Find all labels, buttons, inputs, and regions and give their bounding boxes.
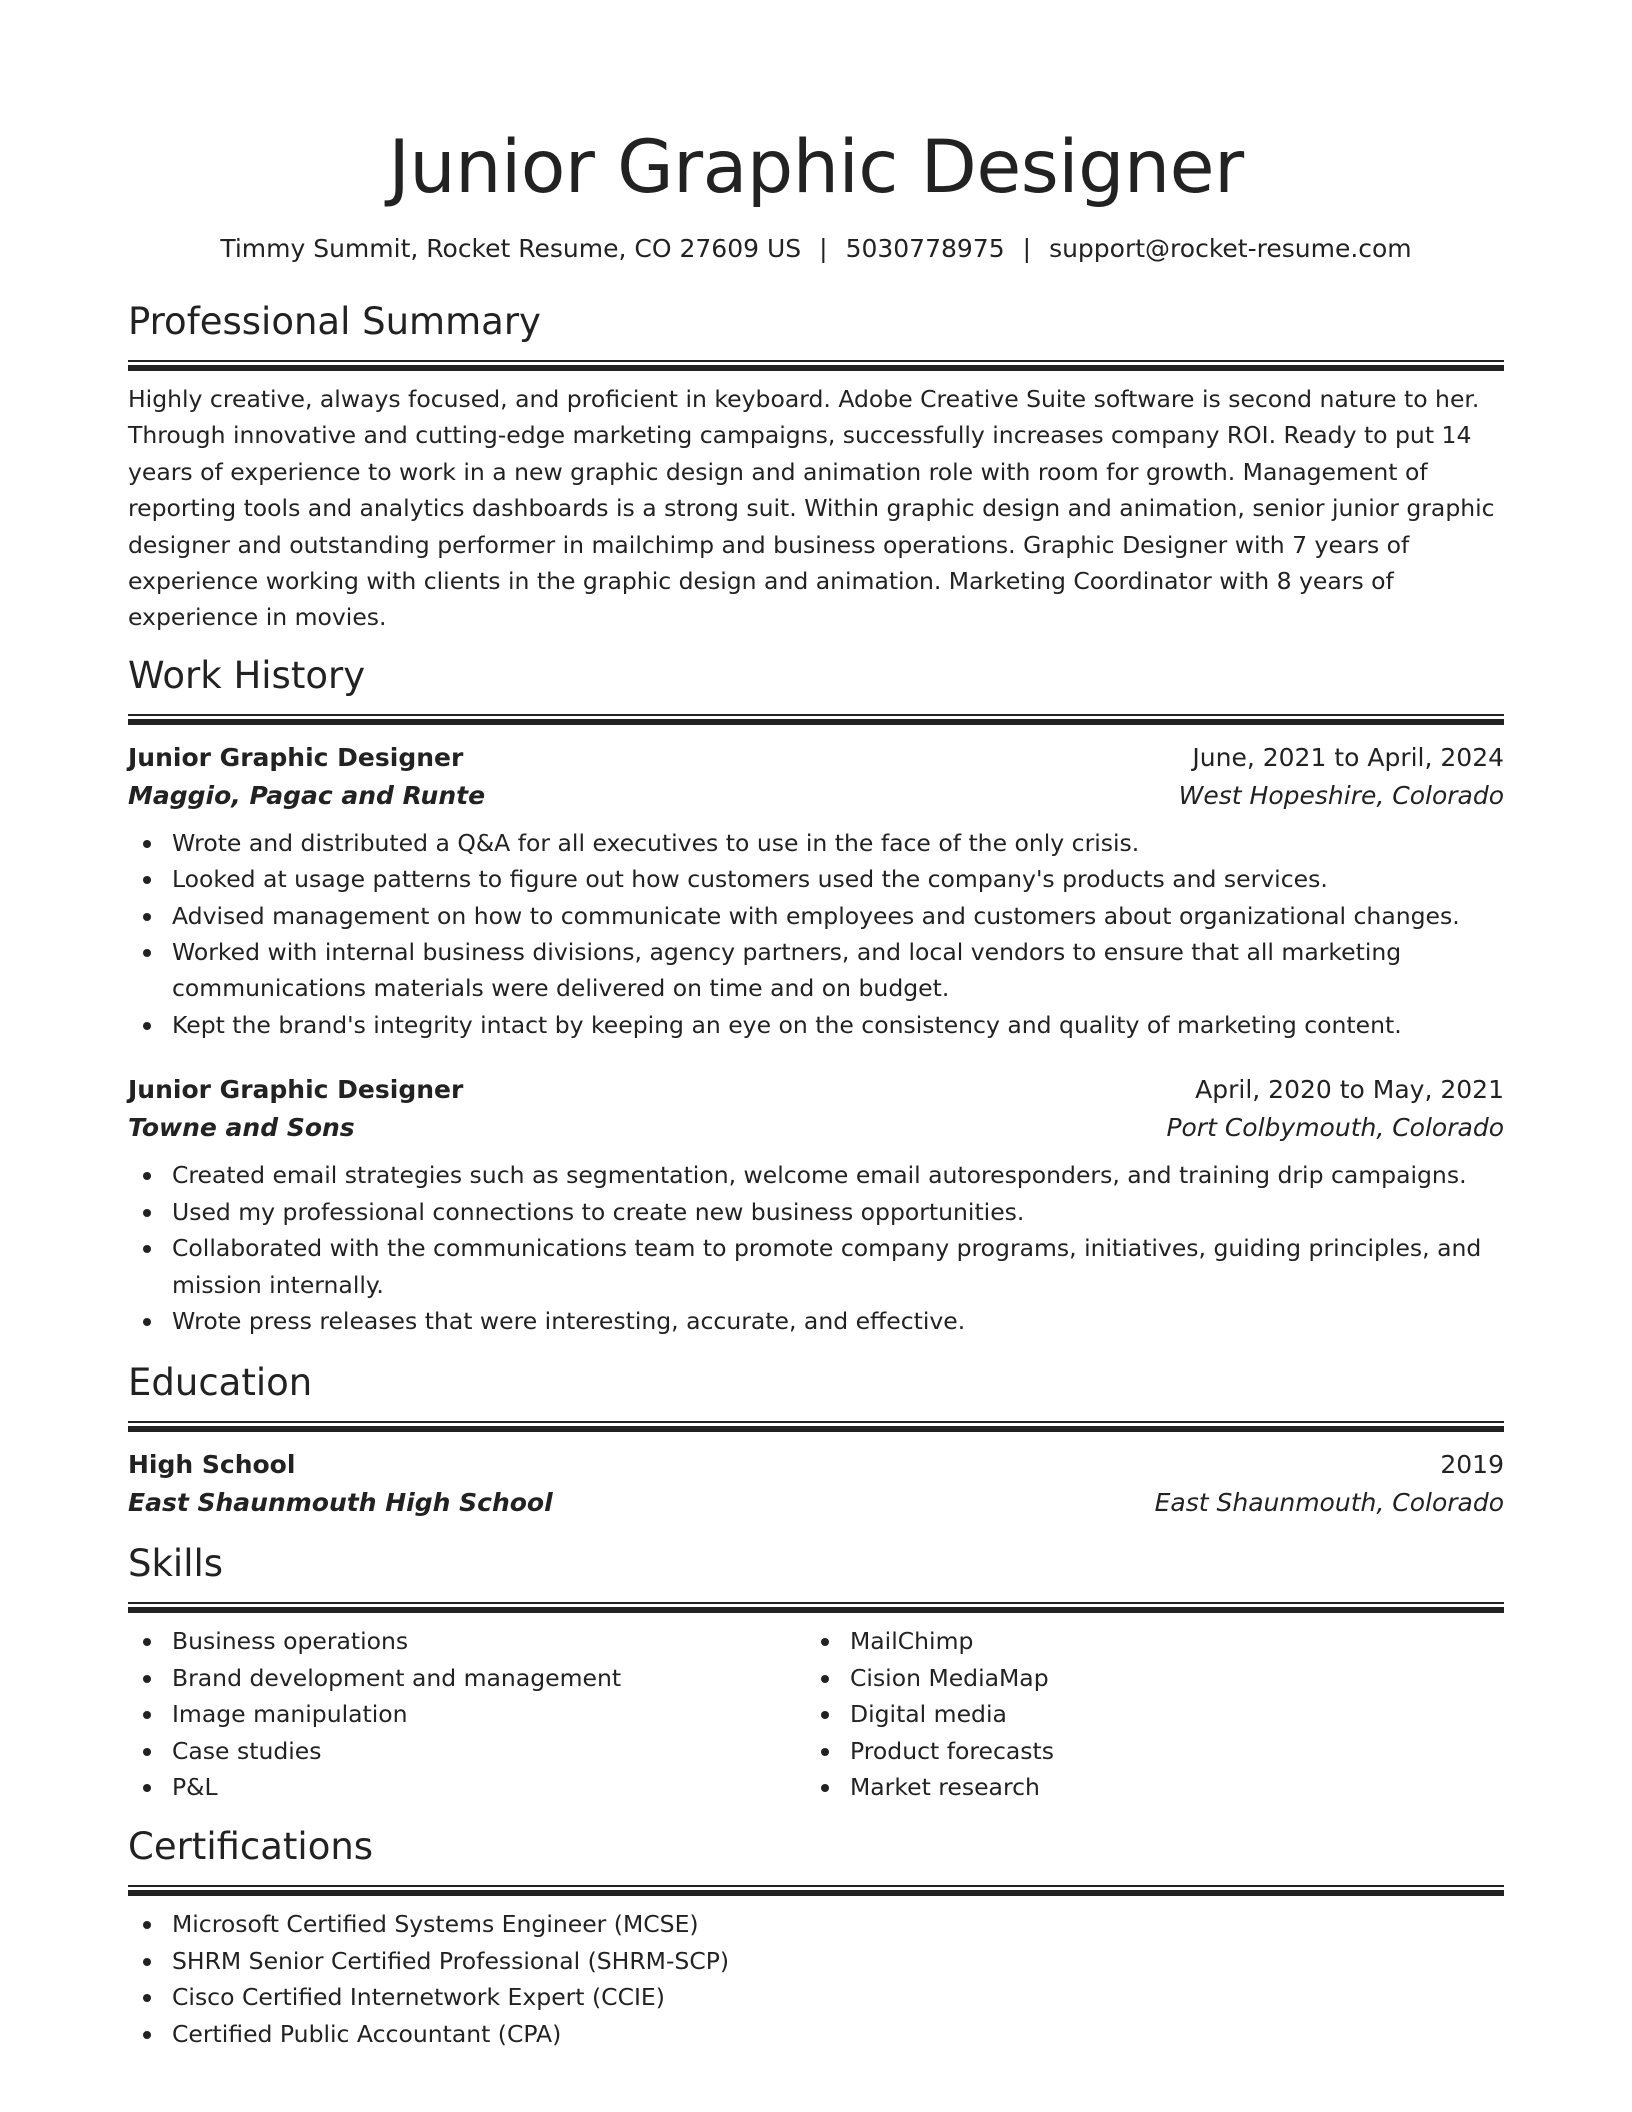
education-location: East Shaunmouth, Colorado — [1154, 1488, 1504, 1518]
job-location: West Hopeshire, Colorado — [1178, 780, 1504, 810]
list-item: Cisco Certified Internetwork Expert (CCIE) — [128, 1979, 1504, 2015]
list-item: Microsoft Certified Systems Engineer (MCSE) — [128, 1906, 1504, 1942]
contact-address: Timmy Summit, Rocket Resume, CO 27609 US — [220, 234, 802, 263]
skills-list-right — [806, 1623, 1484, 1805]
contact-phone: 5030778975 — [845, 234, 1005, 263]
section-divider — [128, 1602, 1504, 1613]
job-title: Junior Graphic Designer — [128, 1075, 464, 1105]
summary-text: Highly creative, always focused, and proficient in keyboard. Adobe Creative Suite software is second nature to her. Through innovative and cutting-edge marketing campaigns, successfully increases company ROI. Ready to put 14 years of experience to work in a new graphic design and animation role with room for growth. Management of reporting tools and analytics dashboards is a strong suit. Within graphic design and animation, senior junior graphic designer and outstanding performer in mailchimp and business operations. Graphic Designer with 7 years of experience working with clients in the graphic design and animation. Marketing Coordinator with 8 years of experience in movies. — [128, 385, 1495, 632]
work-heading: Work History — [128, 653, 366, 697]
education-heading: Education — [128, 1361, 313, 1405]
list-item: Image manipulation — [128, 1696, 806, 1732]
job-bullets — [128, 1157, 1504, 1339]
contact-email: support@rocket-resume.com — [1049, 234, 1412, 263]
summary-heading: Professional Summary — [128, 300, 541, 343]
resume-page — [128, 118, 1504, 2052]
list-item: Brand development and management — [128, 1660, 806, 1696]
resume-title: Junior Graphic Designer — [388, 125, 1244, 210]
list-item: Looked at usage patterns to figure out how customers used the company's products and services. — [128, 861, 1504, 897]
job-company: Maggio, Pagac and Runte — [128, 780, 486, 810]
job-dates: June, 2021 to April, 2024 — [1192, 742, 1504, 772]
skills-section — [128, 1538, 1504, 1805]
list-item: Used my professional connections to create new business opportunities. — [128, 1194, 1504, 1230]
job-location: Port Colbymouth, Colorado — [1166, 1113, 1504, 1143]
list-item: Business operations — [128, 1623, 806, 1659]
job-title: Junior Graphic Designer — [128, 742, 464, 772]
list-item: Product forecasts — [806, 1733, 1484, 1769]
skills-heading: Skills — [128, 1542, 224, 1586]
summary-section — [128, 296, 1504, 636]
list-item: Advised management on how to communicate with employees and customers about organizational changes. — [128, 898, 1504, 934]
job-bullets — [128, 825, 1504, 1043]
list-item: Market research — [806, 1769, 1484, 1805]
list-item: Digital media — [806, 1696, 1484, 1732]
certifications-list — [128, 1906, 1504, 2052]
contact-line — [128, 232, 1504, 266]
certifications-heading: Certifications — [128, 1825, 374, 1869]
job-dates: April, 2020 to May, 2021 — [1195, 1075, 1504, 1105]
list-item: Wrote and distributed a Q&A for all executives to use in the face of the only crisis. — [128, 825, 1504, 861]
list-item: Certified Public Accountant (CPA) — [128, 2016, 1504, 2052]
list-item: Case studies — [128, 1733, 806, 1769]
section-divider — [128, 1885, 1504, 1896]
list-item: MailChimp — [806, 1623, 1484, 1659]
job-entry — [128, 739, 1504, 1043]
list-item: Wrote press releases that were interesting, accurate, and effective. — [128, 1303, 1504, 1339]
list-item: Collaborated with the communications team to promote company programs, initiatives, guiding principles, and mission internally. — [128, 1230, 1504, 1303]
education-school: East Shaunmouth High School — [128, 1488, 553, 1518]
list-item: P&L — [128, 1769, 806, 1805]
list-item: Created email strategies such as segmentation, welcome email autoresponders, and training drip campaigns. — [128, 1157, 1504, 1193]
contact-separator: | — [819, 234, 828, 263]
education-year: 2019 — [1440, 1450, 1504, 1480]
section-divider — [128, 1421, 1504, 1432]
certifications-section — [128, 1821, 1504, 2052]
skills-columns — [128, 1623, 1504, 1805]
job-entry — [128, 1071, 1504, 1339]
list-item: Kept the brand's integrity intact by keeping an eye on the consistency and quality of marketing content. — [128, 1007, 1504, 1043]
section-divider — [128, 360, 1504, 371]
list-item: Cision MediaMap — [806, 1660, 1484, 1696]
education-degree: High School — [128, 1450, 296, 1480]
education-entry — [128, 1446, 1504, 1522]
job-company: Towne and Sons — [128, 1113, 355, 1143]
list-item: Worked with internal business divisions, agency partners, and local vendors to ensure that all marketing communications materials were delivered on time and on budget. — [128, 934, 1504, 1007]
skills-list-left — [128, 1623, 806, 1805]
education-section — [128, 1357, 1504, 1522]
section-divider — [128, 714, 1504, 725]
work-section — [128, 650, 1504, 1339]
contact-separator: | — [1022, 234, 1032, 263]
list-item: SHRM Senior Certified Professional (SHRM-SCP) — [128, 1943, 1504, 1979]
